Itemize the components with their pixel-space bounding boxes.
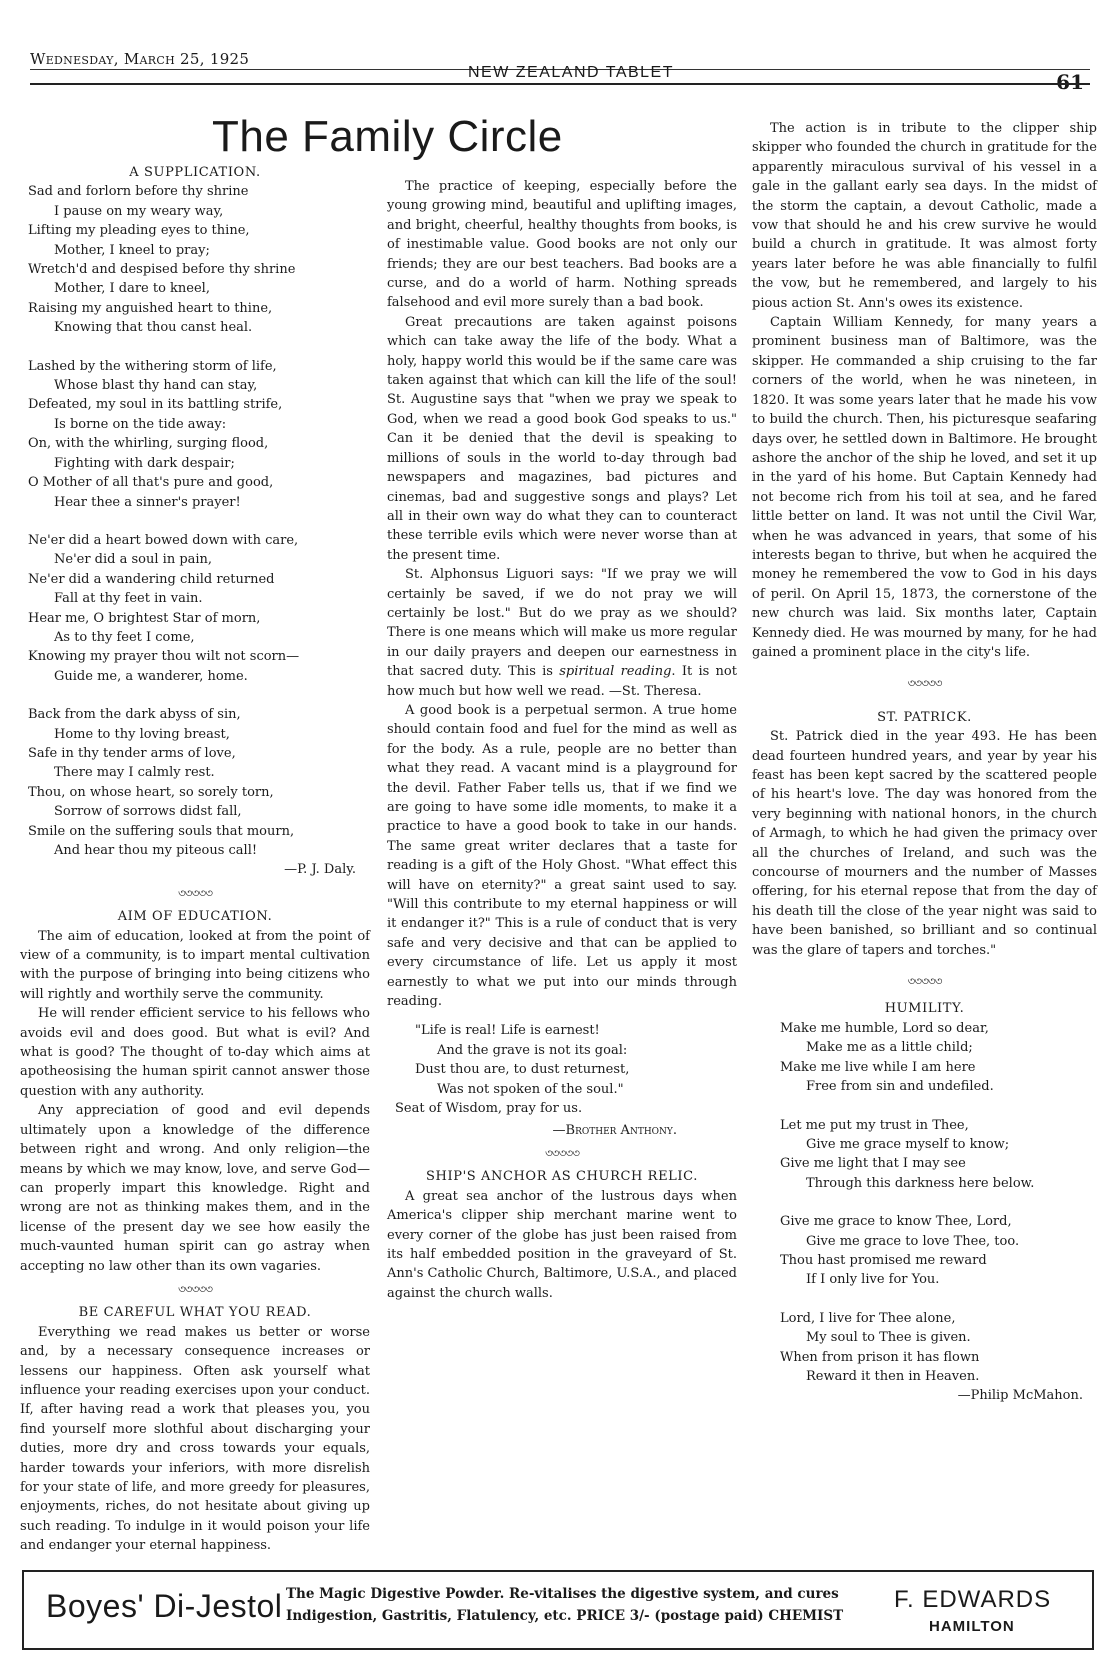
poem-line: Hear me, O brightest Star of morn, bbox=[28, 610, 261, 626]
poem-line: Sorrow of sorrows didst fall, bbox=[54, 804, 242, 820]
poem-line: Guide me, a wanderer, home. bbox=[54, 668, 248, 684]
poem-line: Defeated, my soul in its battling strife, bbox=[28, 397, 283, 413]
poem-line: Reward it then in Heaven. bbox=[806, 1368, 980, 1384]
poem-line: Smile on the suffering souls that mourn, bbox=[28, 823, 295, 839]
poem-author: —Philip McMahon. bbox=[957, 1388, 1083, 1404]
column-2 bbox=[387, 177, 737, 1303]
verse-line: And the grave is not its goal: bbox=[437, 1042, 628, 1058]
anchor-title: SHIP'S ANCHOR AS CHURCH RELIC. bbox=[426, 1169, 698, 1185]
ad-copy-line: The Magic Digestive Powder. Re-vitalises the digestive system, and cures bbox=[286, 1586, 839, 1602]
anchor-paragraph: The action is in tribute to the clipper ship skipper who founded the church in gratitude for the apparently miraculous survival of his vessel in a gale in the gallant early sea days. In the midst of the storm the captain, a devout Catholic, made a vow that should he and his crew survive he would build a church in gratitude. It was almost forty years later before he was able financially to fulfil the vow, but he remembered, and largely to his pious action St. Ann's owes its existence. bbox=[752, 121, 1097, 311]
article-author: —Brother Anthony. bbox=[552, 1122, 677, 1138]
careful-title: BE CAREFUL WHAT YOU READ. bbox=[78, 1305, 312, 1321]
careful-paragraph: A good book is a perpetual sermon. A true home should contain food and fuel for the mind as well as for the body. As a rule, people are no better than what they read. A vacant mind is a playground for the devil. Father Faber tells us, that if we find we are going to have some idle moments, to make it a practice to have a good book to take in our hands. The same great writer declares that a taste for reading is a gift of the Holy Ghost. "What effect this will have on eternity?" a great saint used to say. "Will this contribute to my eternal happiness or will it endanger it?" This is a rule of conduct that is very safe and very decisive and that can be applied to every circumstance of life. Let us apply it most earnestly to what we put into our minds through reading. bbox=[387, 702, 737, 1010]
poem-line: Ne'er did a wandering child returned bbox=[28, 571, 275, 587]
poem-line: Free from sin and undefiled. bbox=[806, 1079, 994, 1095]
poem-line: If I only live for You. bbox=[806, 1272, 940, 1288]
poem-stanza bbox=[28, 705, 370, 860]
humility-poem bbox=[752, 1019, 1097, 1387]
poem-line: Make me as a little child; bbox=[806, 1040, 973, 1056]
poem-line: Make me live while I am here bbox=[780, 1059, 976, 1075]
column-1 bbox=[20, 163, 370, 1556]
careful-paragraph: Great precautions are taken against poisons which can take away the life of the body. What a holy, happy world this would be if the same care was taken against that which can kill the life of the soul! St. Augustine says that "when we pray we speak to God, when we read a good book God speaks to us." Can it be denied that the devil is speaking to millions of souls in the world to-day through bad newspapers and magazines, bad pictures and cinemas, bad and suggestive songs and plays? Let all in their own way do what they can to counteract these terrible evils which were never worse than at the present time. bbox=[387, 314, 737, 563]
supplication-title: A SUPPLICATION. bbox=[129, 165, 261, 180]
patrick-title: ST. PATRICK. bbox=[877, 709, 972, 725]
poem-line: Whose blast thy hand can stay, bbox=[54, 378, 258, 394]
aim-paragraph: The aim of education, looked at from the point of view of a community, is to impart mental cultivation with the purpose of bringing into being citizens who will rightly and worthily serve the community. bbox=[20, 928, 370, 1002]
poem-line: Fighting with dark despair; bbox=[54, 455, 235, 471]
patrick-paragraph: St. Patrick died in the year 493. He has been dead fourteen hundred years, and year by year his feast has been kept sacred by the scattered people of his heart's love. The day was honored from the very beginning with national honors, in the church of Armagh, to which he had given the primacy over all the churches of Ireland, and such was the concourse of mourners and the number of Masses offering, for his eternal repose that from the day of his death till the close of the year night was said to have been banished, so brilliant and so continual was the glare of tapers and torches." bbox=[752, 729, 1097, 958]
verse-line: Seat of Wisdom, pray for us. bbox=[395, 1101, 583, 1117]
column-3 bbox=[752, 119, 1097, 1406]
poem-line: There may I calmly rest. bbox=[54, 765, 215, 781]
page-header bbox=[30, 48, 1090, 94]
section-divider-ornament: ৩৩৩৩৩ bbox=[907, 676, 942, 691]
verse-line: Was not spoken of the soul." bbox=[437, 1081, 624, 1097]
poem-line: On, with the whirling, surging flood, bbox=[28, 436, 269, 452]
aim-paragraph: Any appreciation of good and evil depends ultimately upon a knowledge of the difference between right and wrong. And only religion—the means by which we may know, love, and serve God—can properly impart this knowledge. Right and wrong are not as thinking makes them, and in the license of the present day we see how easily the much-vaunted human spirit can go astray when accepting no law other than its own vagaries. bbox=[20, 1103, 370, 1274]
poem-line: Sad and forlorn before thy shrine bbox=[28, 184, 249, 200]
poem-line: Safe in thy tender arms of love, bbox=[28, 745, 236, 761]
text-run: . It is not how much but how well we read. —St. Theresa. bbox=[387, 664, 737, 699]
anchor-paragraph: A great sea anchor of the lustrous days when America's clipper ship merchant marine went to every corner of the globe has just been raised from its half embedded position in the graveyard of St. Ann's Catholic Church, Baltimore, U.S.A., and placed against the church walls. bbox=[387, 1188, 737, 1301]
poem-line: Through this darkness here below. bbox=[806, 1175, 1035, 1191]
poem-line: Lashed by the withering storm of life, bbox=[28, 358, 277, 374]
emphasis-text: spiritual reading bbox=[559, 664, 672, 680]
poem-line: Give me grace to know Thee, Lord, bbox=[780, 1214, 1012, 1230]
poem-line: Ne'er did a heart bowed down with care, bbox=[28, 532, 299, 548]
poem-stanza bbox=[28, 357, 370, 512]
header-rule-bottom bbox=[30, 83, 1090, 85]
quoted-verse bbox=[387, 1021, 737, 1118]
poem-line: Is borne on the tide away: bbox=[54, 416, 227, 432]
poem-line: Home to thy loving breast, bbox=[54, 726, 230, 742]
advertisement-box bbox=[22, 1570, 1094, 1650]
verse-line: Dust thou are, to dust returnest, bbox=[415, 1062, 630, 1078]
poem-line: Thou hast promised me reward bbox=[780, 1252, 987, 1268]
aim-paragraph: He will render efficient service to his fellows who avoids evil and does good. But what is evil? And what is good? The thought of to-day which aims at apotheosising the human spirit cannot answer those question with any authority. bbox=[20, 1006, 370, 1099]
poem-line: Lifting my pleading eyes to thine, bbox=[28, 223, 250, 239]
poem-line: Mother, I dare to kneel, bbox=[54, 281, 210, 297]
poem-author: —P. J. Daly. bbox=[284, 862, 356, 878]
poem-line: Make me humble, Lord so dear, bbox=[780, 1020, 989, 1036]
aim-title: AIM OF EDUCATION. bbox=[117, 909, 273, 925]
poem-line: And hear thou my piteous call! bbox=[54, 843, 258, 858]
poem-line: Fall at thy feet in vain. bbox=[54, 591, 203, 607]
humility-title: HUMILITY. bbox=[884, 1001, 965, 1017]
section-divider-ornament: ৩৩৩৩৩ bbox=[177, 885, 212, 900]
poem-line: O Mother of all that's pure and good, bbox=[28, 475, 274, 491]
anchor-paragraph: Captain William Kennedy, for many years a prominent business man of Baltimore, was the skipper. He commanded a ship cruising to the far corners of the world, when he was nineteen, in 1820. It was some years later that he made his vow to build the church. Then, his picturesque seafaring days over, he settled down in Baltimore. He brought ashore the anchor of the ship he loved, and set it up in the yard of his home. But Captain Kennedy had not become rich from his toil at sea, and he fared little better on land. It was not until the Civil War, when he was advanced in years, that some of his interests began to thrive, but when he acquired the money he remembered the vow to God in his days of peril. On April 15, 1873, the cornerstone of the new church was laid. Six months later, Captain Kennedy died. He was mourned by many, for he had gained a prominent place in the city's life. bbox=[752, 315, 1097, 660]
poem-line: Raising my anguished heart to thine, bbox=[28, 300, 273, 316]
poem-line: Hear thee a sinner's prayer! bbox=[54, 494, 241, 510]
ad-vendor-city: HAMILTON bbox=[929, 1618, 1015, 1635]
poem-line: Back from the dark abyss of sin, bbox=[28, 707, 241, 723]
poem-stanza bbox=[780, 1309, 1097, 1387]
poem-stanza bbox=[780, 1212, 1097, 1290]
supplication-poem bbox=[20, 182, 370, 860]
poem-stanza bbox=[780, 1019, 1097, 1097]
ad-copy-line: Indigestion, Gastritis, Flatulency, etc. PRICE 3/- (postage paid) CHEMIST bbox=[286, 1608, 844, 1624]
poem-line: As to thy feet I come, bbox=[54, 629, 195, 645]
careful-paragraph bbox=[387, 565, 737, 701]
poem-line: Thou, on whose heart, so sorely torn, bbox=[28, 784, 274, 800]
poem-line: Mother, I kneel to pray; bbox=[54, 242, 210, 258]
ad-vendor-name: F. EDWARDS bbox=[894, 1586, 1052, 1613]
poem-line: When from prison it has flown bbox=[780, 1349, 980, 1365]
section-divider-ornament: ৩৩৩৩৩ bbox=[907, 974, 942, 989]
poem-stanza bbox=[780, 1116, 1097, 1194]
poem-stanza bbox=[28, 531, 370, 686]
poem-line: Wretch'd and despised before thy shrine bbox=[28, 262, 296, 278]
poem-line: I pause on my weary way, bbox=[54, 203, 224, 219]
section-masthead: The Family Circle bbox=[212, 112, 563, 161]
ad-brand-name: Boyes' Di-Jestol bbox=[46, 1588, 283, 1624]
poem-line: Knowing that thou canst heal. bbox=[54, 320, 253, 336]
poem-line: Lord, I live for Thee alone, bbox=[780, 1310, 956, 1326]
section-divider-ornament: ৩৩৩৩৩ bbox=[177, 1281, 212, 1296]
poem-line: My soul to Thee is given. bbox=[806, 1330, 971, 1346]
poem-line: Let me put my trust in Thee, bbox=[780, 1117, 969, 1133]
careful-paragraph: Everything we read makes us better or worse and, by a necessary consequence increases or lessens our happiness. Often ask yourself what influence your reading exercises upon your conduct. If, after having read a work that pleases you, you find yourself more slothful about discharging your duties, more dry and cross towards your equals, harder towards your inferiors, with more disrelish for your state of life, and more greedy for pleasures, enjoyments, riches, do not hesitate about giving up such reading. To indulge in it would poison your life and endanger your eternal happiness. bbox=[20, 1324, 370, 1554]
text-run: St. Alphonsus Liguori says: "If we pray we will certainly be saved, if we do not pray we will certainly be lost." But do we pray as we should? There is one means which will make us more regular in our daily prayers and deepen our earnestness in that sacred duty. This is bbox=[387, 567, 737, 680]
section-divider-ornament: ৩৩৩৩৩ bbox=[544, 1145, 579, 1160]
verse-line: "Life is real! Life is earnest! bbox=[415, 1023, 600, 1039]
poem-stanza bbox=[28, 182, 370, 337]
poem-line: Give me light that I may see bbox=[780, 1156, 966, 1172]
poem-line: Give me grace myself to know; bbox=[806, 1136, 1010, 1152]
poem-line: Give me grace to love Thee, too. bbox=[806, 1233, 1020, 1249]
poem-line: Ne'er did a soul in pain, bbox=[54, 552, 213, 568]
page-number: 61 bbox=[1056, 70, 1084, 94]
issue-date: Wednesday, March 25, 1925 bbox=[30, 50, 250, 68]
careful-paragraph: The practice of keeping, especially before the young growing mind, beautiful and uplifting images, and bright, cheerful, healthy thoughts from books, is of inestimable value. Good books are not only our friends; they are our best teachers. Bad books are a curse, and do a world of harm. Nothing spreads falsehood and evil more surely than a bad book. bbox=[387, 179, 737, 311]
publication-title: NEW ZEALAND TABLET bbox=[468, 64, 674, 81]
poem-line: Knowing my prayer thou wilt not scorn— bbox=[28, 649, 300, 665]
